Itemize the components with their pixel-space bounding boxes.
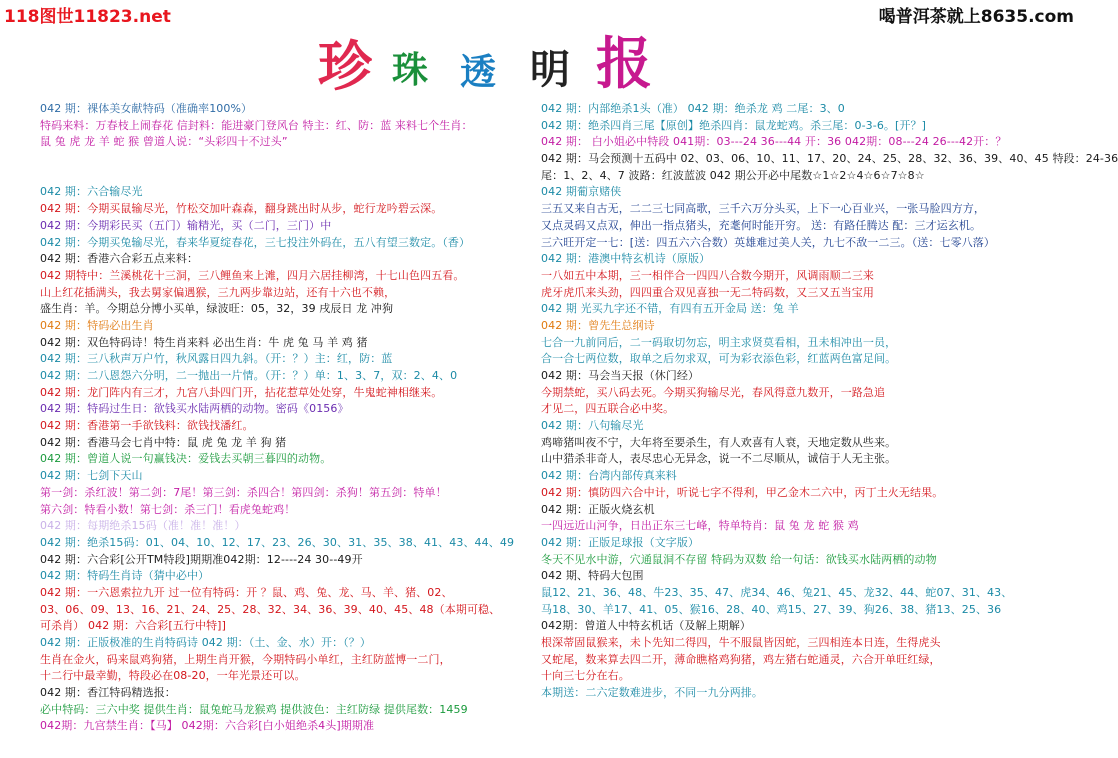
text-line: 山上红花插满头，我去舅家偏遇猴，三九两步靠边站，还有十六也不赖，	[40, 285, 396, 299]
banner-char: 报	[596, 31, 652, 97]
left-column	[40, 101, 515, 735]
text-line: 042期：曾道人中特玄机话（及解上期解）	[541, 619, 751, 633]
text-line: 尾：1、2、4、7 波路：红波蓝波 042 期公开必中尾数☆1☆2☆4☆6☆7☆8☆	[541, 168, 925, 182]
site-logo-right[interactable]: 喝普洱茶就上8635.com	[878, 7, 1074, 27]
text-line: 可杀肖） 042 期：六合彩[五行中特]]	[40, 619, 226, 633]
text-line: 第一剑：杀红波！第二剑：7尾！第三剑：杀四合！第四剑：杀狗！第五剑：特单！	[40, 485, 447, 499]
text-line: 042 期：香港第一手欲钱料：欲钱找潘红。	[40, 419, 254, 433]
text-line: 042 期：香江特码精选报：	[40, 686, 176, 700]
text-line: 七合一九前同后，二一码取切勿忘，明主求贤莫看相，丑未相冲出一员，	[541, 335, 897, 349]
text-line: 042 期：特码必出生肖	[40, 318, 154, 332]
text-line	[40, 168, 510, 185]
banner-title	[300, 20, 740, 98]
text-line: 042 期：八句输尽光	[541, 419, 644, 433]
text-line: 042 期：每期绝杀15码（准！准！准！）	[40, 519, 246, 533]
text-line: 042 期：曾道人说一句赢钱决：爱钱去买朝三暮四的动物。	[40, 452, 332, 466]
text-line: 一四远近山河争，日出正东三七峰，特单特肖：鼠 兔 龙 蛇 猴 鸡	[541, 519, 859, 533]
text-line: 042 期：正版极准的生肖特码诗 042 期：（土、金、水）开：（？）	[40, 636, 371, 649]
banner-char: 珍	[318, 34, 372, 98]
text-line: 042 期：香港六合彩五点来料：	[40, 252, 199, 266]
text-line: 十向三七分在右。	[541, 669, 630, 683]
text-line: 042 期：双色特码诗！特生肖来料 必出生肖：牛 虎 兔 马 羊 鸡 猪	[40, 335, 368, 349]
text-line: 042 期：台湾内部传真来料	[541, 469, 677, 483]
text-line: 042 期：绝杀15码：01、04、10、12、17、23、26、30、31、35、38、41、43、44、49	[40, 535, 515, 549]
text-line: 042 期：一六恩索拉九开 过一位有特码：开 ？鼠、鸡、兔、龙、马、羊、猪、02、	[40, 585, 453, 599]
text-line: 马18、30、羊17、41、05、猴16、28、40、鸡15、27、39、狗26、38、猪13、25、36	[541, 602, 1002, 616]
text-line: 第六剑：特看小数！第七剑：杀三门！看虎兔蛇鸡！	[40, 502, 296, 516]
text-line: 又点灵码又点双，伸出一指点猪头，充耄何时能开穷。 送：有路任腾达 配：三才运玄机。	[541, 218, 982, 232]
text-line: 鸡啼猪叫夜不宁，大年将至要杀生，有人欢喜有人衰，天地定数从些来。	[541, 435, 897, 449]
text-line: 042 期：六合输尽光	[40, 185, 143, 199]
text-line: 三五又来自古无，二二三七同高歌，三千六万分头买，上下一心百业兴，一张马脸四方方，	[541, 202, 985, 216]
text-line: 冬天不见水中游，穴通鼠洞不存留 特码为双数 给一句话：欲钱买水陆两栖的动物	[541, 552, 937, 566]
text-line: 必中特码：三六中奖 提供生肖：鼠兔蛇马龙猴鸡 提供波色：主红防绿 提供尾数：1459	[40, 702, 468, 716]
text-line: 042 期：今期彩民买（五门）输精光，买（二门，三门）中	[40, 218, 332, 232]
text-line: 042 期：内部绝杀1头（准） 042 期：绝杀龙 鸡 二尾：3、0	[541, 102, 845, 115]
text-line: 盛生肖：羊。今期总分博小买单，绿波旺：05，32，39 戌辰日 龙 冲狗	[40, 302, 394, 316]
text-line: 03、06、09、13、16、21、24、25、28、32、34、36、39、40、45、48（本期可稳、	[40, 602, 501, 616]
text-line	[40, 151, 510, 168]
text-line: 042 期：今期买兔输尽光，春来华夏绽春花，三七投注外码在，五八有望三数定。（香）	[40, 235, 471, 249]
text-line: 一八如五中本期，三一相伴合一四四八合数今期开，风调雨顺二三来	[541, 268, 874, 282]
text-line: 鼠12、21、36、48、牛23、35、47、虎34、46、兔21、45、龙32、44、蛇07、31、43、	[541, 585, 1013, 599]
text-line: 042 期：六合彩[公开TM特段]期期准042期：12----24 30--49开	[40, 552, 363, 566]
text-line: 042 期：慎防四六合中计，听说七字不得利，甲乙金木二六中，丙丁土火无结果。	[541, 485, 944, 499]
text-line: 042 期 光买九字还不错，有四有五开金局 送：兔 羊	[541, 302, 799, 316]
text-line: 山中猎杀非奇人，表尽忠心无异念，说一不二尽顺从，诚信于人无主张。	[541, 452, 897, 466]
text-line: 才见二，四五联合必中奖。	[541, 402, 675, 416]
banner-char: 珠	[392, 49, 429, 91]
text-line: 042 期：七剑下天山	[40, 469, 143, 483]
text-line: 042 期：曾先生总纲诗	[541, 318, 655, 332]
text-line: 本期送：二六定数难进步，不同一九分两排。	[541, 686, 763, 700]
text-line: 042 期：港澳中特玄机诗（原版）	[541, 252, 711, 266]
text-line: 生肖在金火，码来鼠鸡狗猪，上期生肖开猴，今期特码小单红，主红防蓝博一二门，	[40, 652, 451, 666]
text-line: 042 期、特码大包围	[541, 569, 644, 583]
text-line: 042 期：裸体美女献特码（准确率100%）	[40, 102, 253, 115]
text-line: 合一合七两位数，取单之后勿求双，可为彩衣添色彩，红蓝两色富足间。	[541, 352, 897, 366]
text-line: 042 期：正版足球报（文字版）	[541, 535, 700, 549]
text-line: 根深蒂固鼠猴来，未卜先知二得四，牛不服鼠皆因蛇，三四相连本日连，生得虎头	[541, 636, 941, 649]
text-line: 十二行中最幸勤，特段必在08-20，一年光景还可以。	[40, 669, 306, 683]
text-line: 042 期：二八恩怨六分明，二一抛出一片情。（开：？）单：1、3、7，双：2、4、0	[40, 369, 458, 382]
text-line: 特码来料：万春枝上闹春花 信封料：能进豪门登风台 特主：红、防：蓝 来料七个生肖：	[40, 118, 473, 132]
text-line: 042期：九宫禁生肖：【马】 042期：六合彩[白小姐绝杀4头]期期准	[40, 719, 375, 733]
text-line: 042 期：特码生肖诗（猜中必中）	[40, 569, 210, 583]
text-line: 042 期葡京赌侠	[541, 185, 622, 199]
text-line: 042 期：今期买鼠输尽光，竹松交加叶森森，翻身跳出时从步，蛇行龙吟碧云深。	[40, 202, 443, 216]
text-line: 042 期： 白小姐必中特段 041期：03---24 36---44 开：36 042期：08---24 26---42开：？	[541, 135, 1007, 149]
right-column	[541, 101, 1118, 702]
text-line: 今期禁蛇，买八码去死。今期买狗输尽光，春风得意九数开，一路急追	[541, 385, 886, 399]
text-line: 042 期：正版火烧玄机	[541, 502, 655, 516]
text-line: 042 期：特码过生日：欲钱买水陆两栖的动物。密码《0156》	[40, 402, 349, 416]
text-line: 042 期：马会预测十五码中 02、03、06、10、11、17、20、24、25、28、32、36、39、40、45 特段：24-36	[541, 152, 1118, 166]
text-line: 042 期：绝杀四肖三尾【原创】绝杀四肖：鼠龙蛇鸡。杀三尾：0-3-6。[开？]	[541, 118, 927, 132]
text-line: 虎牙虎爪来头劲，四四重合双见喜独一无二特码数，又三又五当宝用	[541, 285, 874, 299]
banner-char: 明	[530, 46, 570, 93]
text-line: 又蛇尾，数来算去四二开，薄命瞧格鸡狗猪，鸡左猪右蛇通灵，六合开单旺红绿，	[541, 652, 941, 666]
text-line: 042 期：马会当天报（休门经）	[541, 369, 700, 382]
text-line: 042 期特中：兰溪桃花十三洞，三八鲤鱼来上滩，四月六居挂柳湾，十七山色四五看。	[40, 268, 465, 282]
text-line: 三六旺开定一七：[送：四五六六合数）英雄难过美人关，九七不敌一二三。（送：七零八落）	[541, 235, 995, 249]
text-line: 鼠 兔 虎 龙 羊 蛇 猴 曾道人说：“头彩四十不过头”	[40, 135, 288, 149]
site-logo-left[interactable]: 118图世11823.net	[4, 7, 171, 27]
text-line: 042 期：香港马会七肖中特：鼠 虎 兔 龙 羊 狗 猪	[40, 435, 287, 449]
text-line: 042 期：三八秋声万户竹，秋风露日四九斜。（开：？）主：红，防：蓝	[40, 352, 393, 366]
text-line: 042 期：龙门阵内有三才，九宫八卦四门开，拈花惹草处处穿，牛鬼蛇神相继来。	[40, 385, 443, 399]
banner-char: 透	[460, 51, 497, 93]
